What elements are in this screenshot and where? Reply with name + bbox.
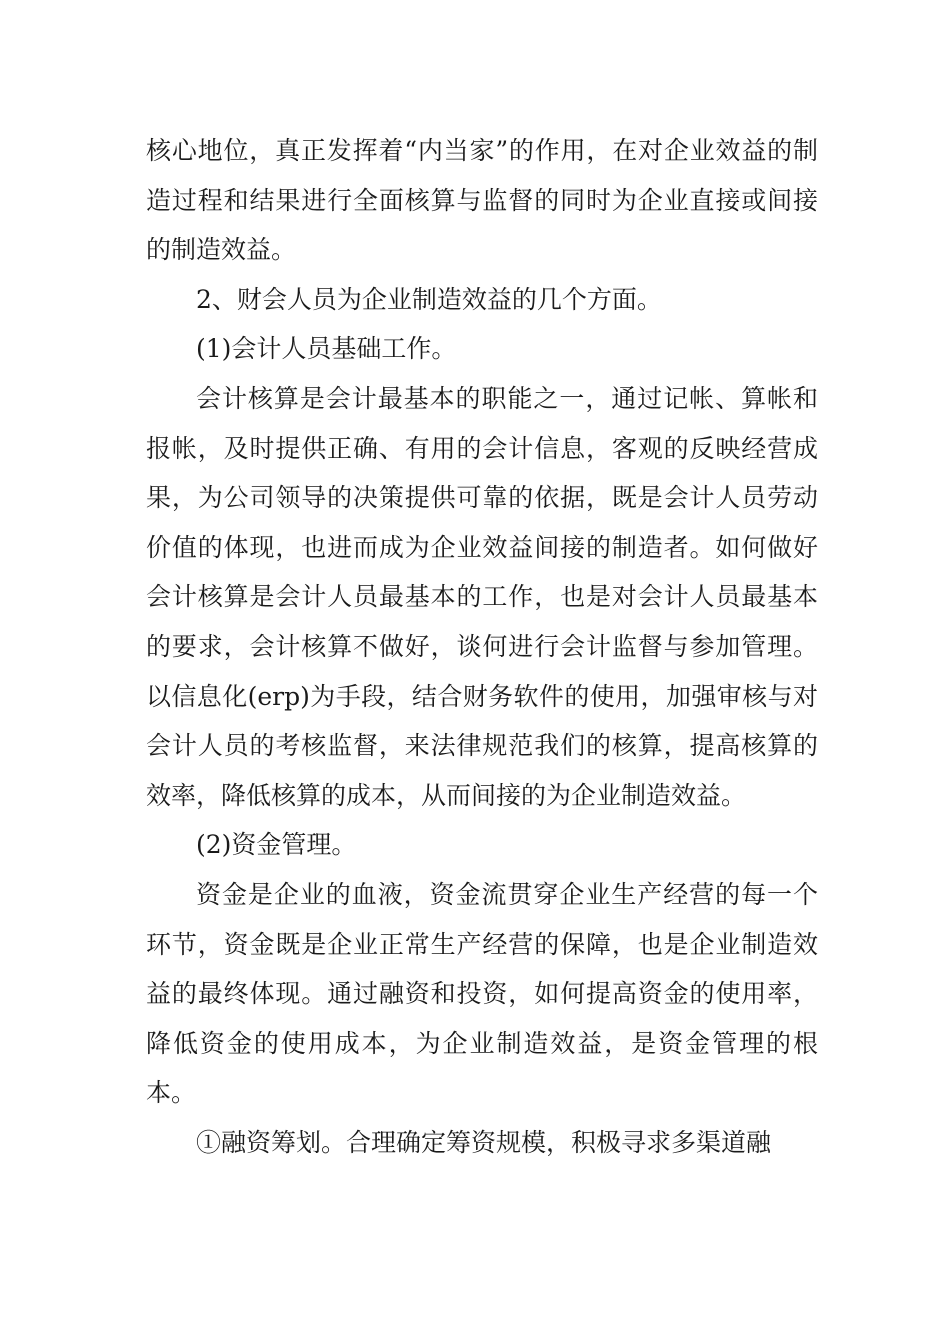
section-heading: 2、财会人员为企业制造效益的几个方面。 [196, 284, 662, 314]
body-paragraph: 会计核算是会计最基本的职能之一，通过记帐、算帐和报帐，及时提供正确、有用的会计信息，客观的反映经营成果，为公司领导的决策提供可靠的依据，既是会计人员劳动价值的体现，也进而成为企业效益间接的制造者。如何做好会计核算是会计人员最基本的工作，也是对会计人员最基本的要求，会计核算不做好，谈何进行会计监督与参加管理。以信息化(erp)为手段，结合财务软件的使用，加强审核与对会计人员的考核监督，来法律规范我们的核算，提高核算的效率，降低核算的成本，从而间接的为企业制造效益。 [146, 383, 818, 810]
subsection-heading: (1)会计人员基础工作。 [196, 334, 457, 364]
subsection-heading: (2)资金管理。 [196, 830, 357, 860]
list-item-paragraph: ①融资筹划。合理确定筹资规模，积极寻求多渠道融 [196, 1127, 772, 1157]
paragraph-continuation: 核心地位，真正发挥着“内当家”的作用，在对企业效益的制造过程和结果进行全面核算与监督的同时为企业直接或间接的制造效益。 [146, 136, 818, 265]
document-body [146, 126, 818, 1167]
body-paragraph: 资金是企业的血液，资金流贯穿企业生产经营的每一个环节，资金既是企业正常生产经营的保障，也是企业制造效益的最终体现。通过融资和投资，如何提高资金的使用率，降低资金的使用成本，为企业制造效益，是资金管理的根本。 [146, 879, 818, 1108]
